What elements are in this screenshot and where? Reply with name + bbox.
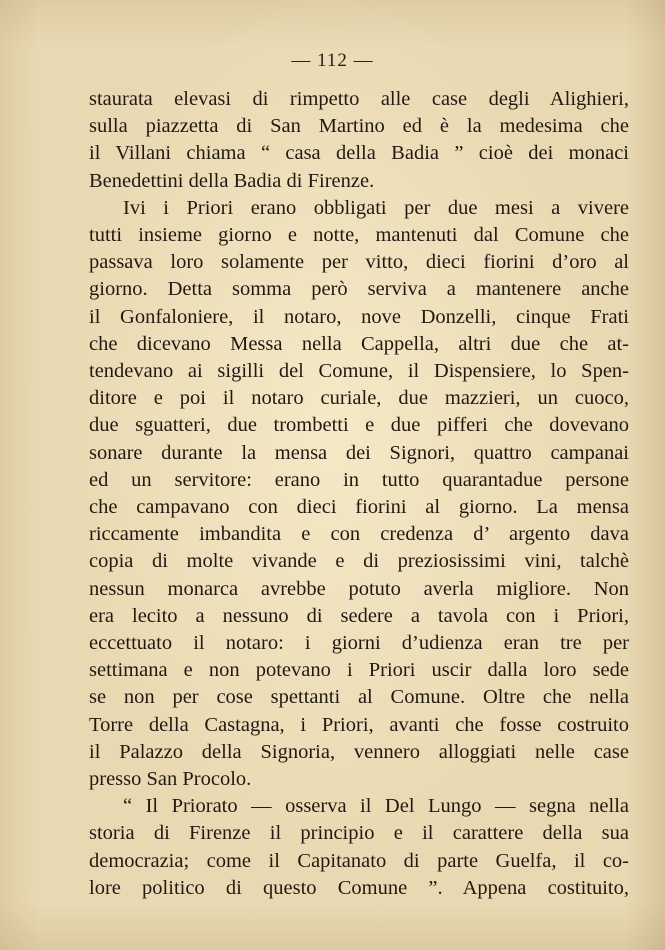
text-line: se non per cose spettanti al Comune. Oltre che nella: [89, 686, 629, 709]
text-line: passava loro solamente per vitto, dieci fiorini d’oro al: [89, 251, 629, 274]
text-line: sonare durante la mensa dei Signori, quattro campanai: [89, 441, 629, 464]
text-line: riccamente imbandita e con credenza d’ argento dava: [89, 523, 629, 546]
text-line: lore politico di questo Comune ”. Appena costituito,: [89, 876, 629, 899]
text-line: “ Il Priorato — osserva il Del Lungo — segna nella: [123, 795, 629, 818]
text-line: il Gonfaloniere, il notaro, nove Donzelli, cinque Frati: [89, 305, 629, 328]
body-text: [89, 86, 629, 902]
text-line: tutti insieme giorno e notte, mantenuti dal Comune che: [89, 224, 629, 247]
text-line: Ivi i Priori erano obbligati per due mesi a vivere: [123, 196, 629, 219]
text-line: Torre della Castagna, i Priori, avanti che fosse costruito: [89, 713, 629, 736]
text-line: Benedettini della Badia di Firenze.: [89, 169, 375, 192]
text-line: due sguatteri, due trombetti e due pifferi che dovevano: [89, 414, 629, 437]
text-line: ed un servitore: erano in tutto quarantadue persone: [89, 468, 629, 491]
text-line: tendevano ai sigilli del Comune, il Dispensiere, lo Spen-: [89, 360, 629, 383]
text-line: nessun monarca avrebbe potuto averla migliore. Non: [89, 577, 629, 600]
text-line: democrazia; come il Capitanato di parte Guelfa, il co-: [89, 849, 629, 872]
text-line: eccettuato il notaro: i giorni d’udienza eran tre per: [89, 632, 629, 655]
text-line: il Villani chiama “ casa della Badia ” cioè dei monaci: [89, 142, 629, 165]
text-line: copia di molte vivande e di preziosissimi vini, talchè: [89, 550, 629, 573]
text-line: storia di Firenze il principio e il carattere della sua: [89, 822, 629, 845]
text-line: staurata elevasi di rimpetto alle case degli Alighieri,: [89, 88, 629, 110]
text-line: settimana e non potevano i Priori uscir dalla loro sede: [89, 659, 629, 682]
text-line: giorno. Detta somma però serviva a mantenere anche: [89, 278, 629, 301]
text-line: che dicevano Messa nella Cappella, altri due che at-: [89, 332, 629, 355]
text-line: ditore e poi il notaro curiale, due mazzieri, un cuoco,: [89, 387, 629, 410]
text-line: era lecito a nessuno di sedere a tavola con i Priori,: [89, 604, 629, 627]
text-line: presso San Procolo.: [89, 768, 252, 791]
page-number: — 112 —: [291, 50, 374, 71]
text-line: sulla piazzetta di San Martino ed è la medesima che: [89, 115, 629, 138]
text-line: che campavano con dieci fiorini al giorno. La mensa: [89, 496, 629, 519]
text-line: il Palazzo della Signoria, vennero alloggiati nelle case: [89, 740, 629, 763]
